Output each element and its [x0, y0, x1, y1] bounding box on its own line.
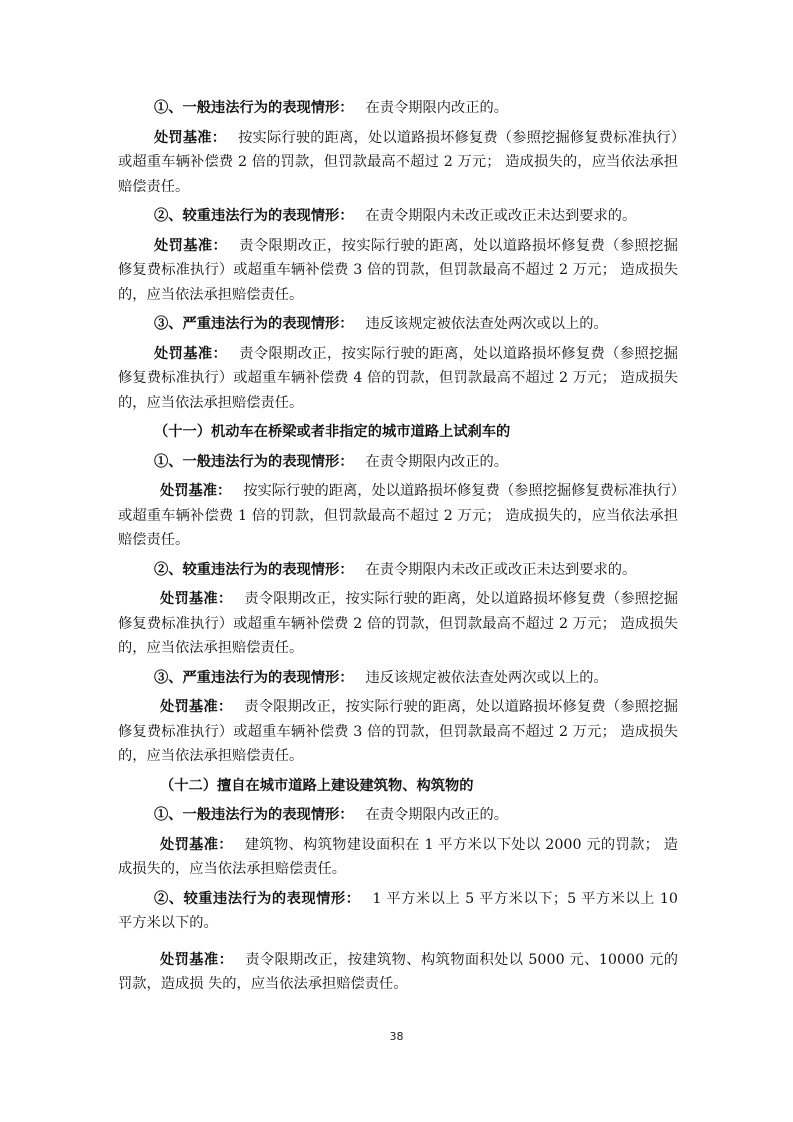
situation-text: 违反该规定被依法查处两次或以上的。 — [365, 669, 608, 686]
penalty-text: 按实际行驶的距离，处以道路损坏修复费（参照挖掘修复费标准执行）或超重车辆补偿费 2 倍的罚款，但罚款最高不超过 2 万元； 造成损失的，应当依法承担赔偿责任。 — [118, 129, 678, 195]
situation-line — [118, 887, 678, 936]
situation-label: 、较重违法行为的表现情形： — [168, 890, 361, 907]
penalty-text: 责令限期改正，按实际行驶的距离，处以道路损坏修复费（参照挖掘修复费标准执行）或超重车辆补偿费 3 倍的罚款，但罚款最高不超过 2 万元； 造成损失的，应当依法承担赔偿责任。 — [118, 237, 678, 303]
section-heading: （十二）擅自在城市道路上建设建筑物、构筑物的 — [160, 777, 474, 794]
penalty-paragraph — [118, 948, 678, 997]
circle-number: ① — [154, 807, 169, 823]
penalty-label: 处罚基准： — [154, 237, 228, 254]
penalty-text: 责令限期改正，按实际行驶的距离，处以道路损坏修复费（参照挖掘修复费标准执行）或超重车辆补偿费 4 倍的罚款，但罚款最高不超过 2 万元； 造成损失的，应当依法承担赔偿责任。 — [118, 345, 678, 411]
penalty-label: 处罚基准： — [154, 345, 228, 362]
situation-text: 在责令期限内改正的。 — [365, 100, 509, 116]
situation-line — [118, 666, 678, 691]
situation-line — [118, 204, 678, 229]
situation-line — [118, 312, 678, 337]
circle-number: ② — [154, 561, 169, 578]
situation-label: 、一般违法行为的表现情形： — [168, 100, 354, 116]
penalty-label: 处罚基准： — [160, 699, 233, 715]
penalty-paragraph — [118, 695, 678, 769]
penalty-label: 处罚基准： — [160, 951, 234, 968]
penalty-label: 处罚基准： — [154, 129, 227, 146]
penalty-paragraph — [118, 126, 678, 200]
penalty-text: 建筑物、构筑物建设面积在 1 平方米以下处以 2000 元的罚款； 造成损失的，应当依法承担赔偿责任。 — [118, 836, 678, 877]
situation-text: 在责令期限内未改正或改正未达到要求的。 — [365, 208, 637, 224]
situation-line — [118, 450, 678, 475]
circle-number: ② — [154, 890, 169, 907]
situation-label: 、一般违法行为的表现情形： — [168, 453, 354, 470]
situation-label: 、一般违法行为的表现情形： — [168, 807, 354, 823]
document-body — [118, 96, 678, 1002]
situation-text: 违反该规定被依法查处两次或以上的。 — [365, 316, 608, 332]
penalty-paragraph — [118, 342, 678, 416]
situation-label: 、较重违法行为的表现情形： — [168, 561, 354, 578]
circle-number: ② — [154, 208, 169, 224]
penalty-paragraph — [118, 234, 678, 308]
circle-number: ① — [154, 100, 169, 116]
penalty-label: 处罚基准： — [160, 836, 233, 853]
situation-line — [118, 558, 678, 583]
page-number: 38 — [389, 1030, 404, 1043]
penalty-text: 责令限期改正，按实际行驶的距离，处以道路损坏修复费（参照挖掘修复费标准执行）或超重车辆补偿费 2 倍的罚款，但罚款最高不超过 2 万元； 造成损失的，应当依法承担赔偿责任。 — [118, 591, 678, 656]
situation-text: 1 平方米以上 5 平方米以下；5 平方米以上 10 平方米以下的。 — [118, 890, 678, 931]
penalty-paragraph — [118, 587, 678, 661]
situation-line — [118, 803, 678, 828]
situation-label: 、较重违法行为的表现情形： — [168, 208, 354, 224]
penalty-text: 责令限期改正，按建筑物、构筑物面积处以 5000 元、10000 元的罚款，造成损 失的，应当依法承担赔偿责任。 — [118, 951, 678, 992]
situation-label: 、严重违法行为的表现情形： — [168, 316, 354, 332]
penalty-text: 责令限期改正，按实际行驶的距离，处以道路损坏修复费（参照挖掘修复费标准执行）或超重车辆补偿费 3 倍的罚款，但罚款最高不超过 2 万元； 造成损失的，应当依法承担赔偿责任。 — [118, 699, 678, 764]
penalty-label: 处罚基准： — [160, 591, 233, 607]
penalty-paragraph — [118, 479, 678, 553]
situation-label: 、严重违法行为的表现情形： — [168, 669, 354, 686]
situation-text: 在责令期限内改正的。 — [365, 807, 509, 823]
situation-line — [118, 96, 678, 121]
circle-number: ① — [154, 453, 169, 470]
penalty-text: 按实际行驶的距离，处以道路损坏修复费（参照挖掘修复费标准执行）或超重车辆补偿费 1 倍的罚款，但罚款最高不超过 2 万元； 造成损失的，应当依法承担赔偿责任。 — [118, 483, 678, 548]
circle-number: ③ — [154, 316, 169, 332]
circle-number: ③ — [154, 669, 169, 686]
situation-text: 在责令期限内未改正或改正未达到要求的。 — [365, 561, 637, 578]
penalty-label: 处罚基准： — [160, 483, 232, 499]
section-heading: （十一）机动车在桥梁或者非指定的城市道路上试刹车的 — [154, 424, 511, 440]
penalty-paragraph — [118, 833, 678, 882]
situation-text: 在责令期限内改正的。 — [365, 453, 509, 470]
